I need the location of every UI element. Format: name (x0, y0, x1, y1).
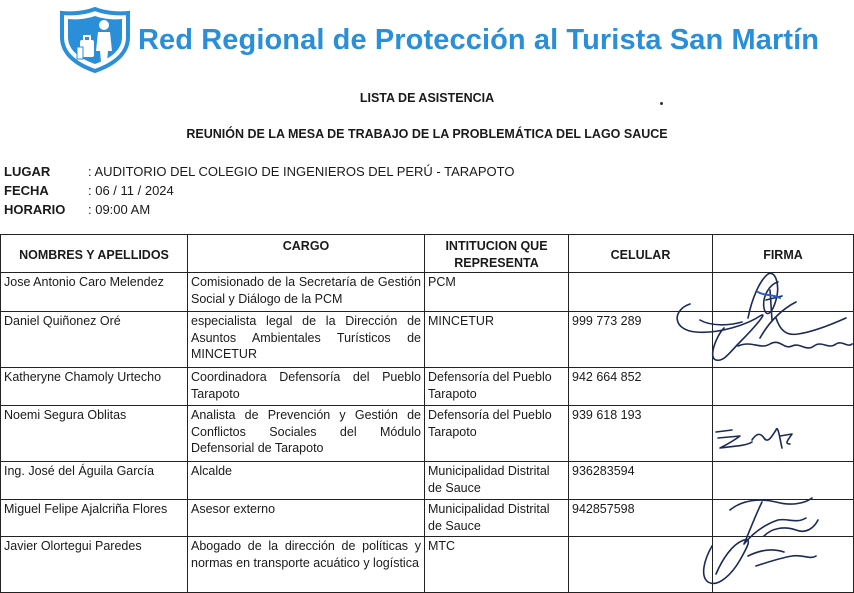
table-row (1, 368, 854, 406)
table-row (1, 312, 854, 368)
info-lugar (4, 164, 514, 179)
info-label: LUGAR (4, 164, 51, 179)
cell-cargo: especialista legal de la Dirección de Asuntos Ambientales Turísticos de MINCETUR (188, 312, 425, 368)
info-horario (4, 202, 150, 217)
cell-institucion: MTC (425, 537, 569, 593)
cell-institucion: MINCETUR (425, 312, 569, 368)
cell-institucion: Municipalidad Distrital de Sauce (425, 462, 569, 500)
cell-firma (713, 368, 854, 406)
cell-celular: 939 618 193 (569, 406, 713, 462)
header-cargo: CARGO (188, 235, 425, 273)
info-value: : 09:00 AM (88, 202, 151, 217)
cell-cargo: Alcalde (188, 462, 425, 500)
info-fecha (4, 183, 174, 198)
table-row (1, 500, 854, 537)
document-title: LISTA DE ASISTENCIA (359, 91, 495, 105)
header-nombres: NOMBRES Y APELLIDOS (1, 235, 188, 273)
cell-cargo: Analista de Prevención y Gestión de Conflictos Sociales del Módulo Defensorial de Tarapoto (188, 406, 425, 462)
info-label: HORARIO (4, 202, 66, 217)
cell-institucion: Defensoría del Pueblo Tarapoto (425, 406, 569, 462)
cell-celular: 942 664 852 (569, 368, 713, 406)
cell-firma (713, 406, 854, 462)
cell-celular: 936283594 (569, 462, 713, 500)
cell-cargo: Comisionado de la Secretaría de Gestión Social y Diálogo de la PCM (188, 273, 425, 312)
meeting-title: REUNIÓN DE LA MESA DE TRABAJO DE LA PROBLEMÁTICA DEL LAGO SAUCE (186, 127, 668, 141)
attendance-table (0, 234, 854, 593)
cell-name: Javier Olortegui Paredes (1, 537, 188, 593)
info-value: : AUDITORIO DEL COLEGIO DE INGENIEROS DEL PERÚ - TARAPOTO (88, 164, 515, 179)
cell-firma (713, 537, 854, 593)
table-header-row (1, 235, 854, 273)
cell-celular (569, 273, 713, 312)
header-firma: FIRMA (713, 235, 854, 273)
cell-firma (713, 462, 854, 500)
cell-name: Jose Antonio Caro Melendez (1, 273, 188, 312)
cell-firma (713, 312, 854, 368)
cell-celular: 942857598 (569, 500, 713, 537)
cell-celular: 999 773 289 (569, 312, 713, 368)
table-row (1, 273, 854, 312)
info-label: FECHA (4, 183, 49, 198)
info-value: : 06 / 11 / 2024 (88, 183, 174, 198)
table-row (1, 406, 854, 462)
cell-name: Noemi Segura Oblitas (1, 406, 188, 462)
cell-firma (713, 500, 854, 537)
organization-name: Red Regional de Protección al Turista San Martín (138, 24, 820, 56)
cell-name: Katheryne Chamoly Urtecho (1, 368, 188, 406)
cell-firma (713, 273, 854, 312)
cell-cargo: Coordinadora Defensoría del Pueblo Tarapoto (188, 368, 425, 406)
cell-institucion: Defensoría del Pueblo Tarapoto (425, 368, 569, 406)
table-row (1, 537, 854, 593)
ink-dot (660, 102, 663, 105)
header-institucion: INTITUCION QUE REPRESENTA (425, 235, 569, 273)
table-row (1, 462, 854, 500)
cell-cargo: Abogado de la dirección de políticas y normas en transporte acuático y logística (188, 537, 425, 593)
cell-cargo: Asesor externo (188, 500, 425, 537)
cell-celular (569, 537, 713, 593)
cell-name: Daniel Quiñonez Oré (1, 312, 188, 368)
header-celular: CELULAR (569, 235, 713, 273)
cell-institucion: Municipalidad Distrital de Sauce (425, 500, 569, 537)
cell-institucion: PCM (425, 273, 569, 312)
tourist-protection-logo (58, 7, 132, 73)
cell-name: Miguel Felipe Ajalcriña Flores (1, 500, 188, 537)
cell-name: Ing. José del Águila García (1, 462, 188, 500)
